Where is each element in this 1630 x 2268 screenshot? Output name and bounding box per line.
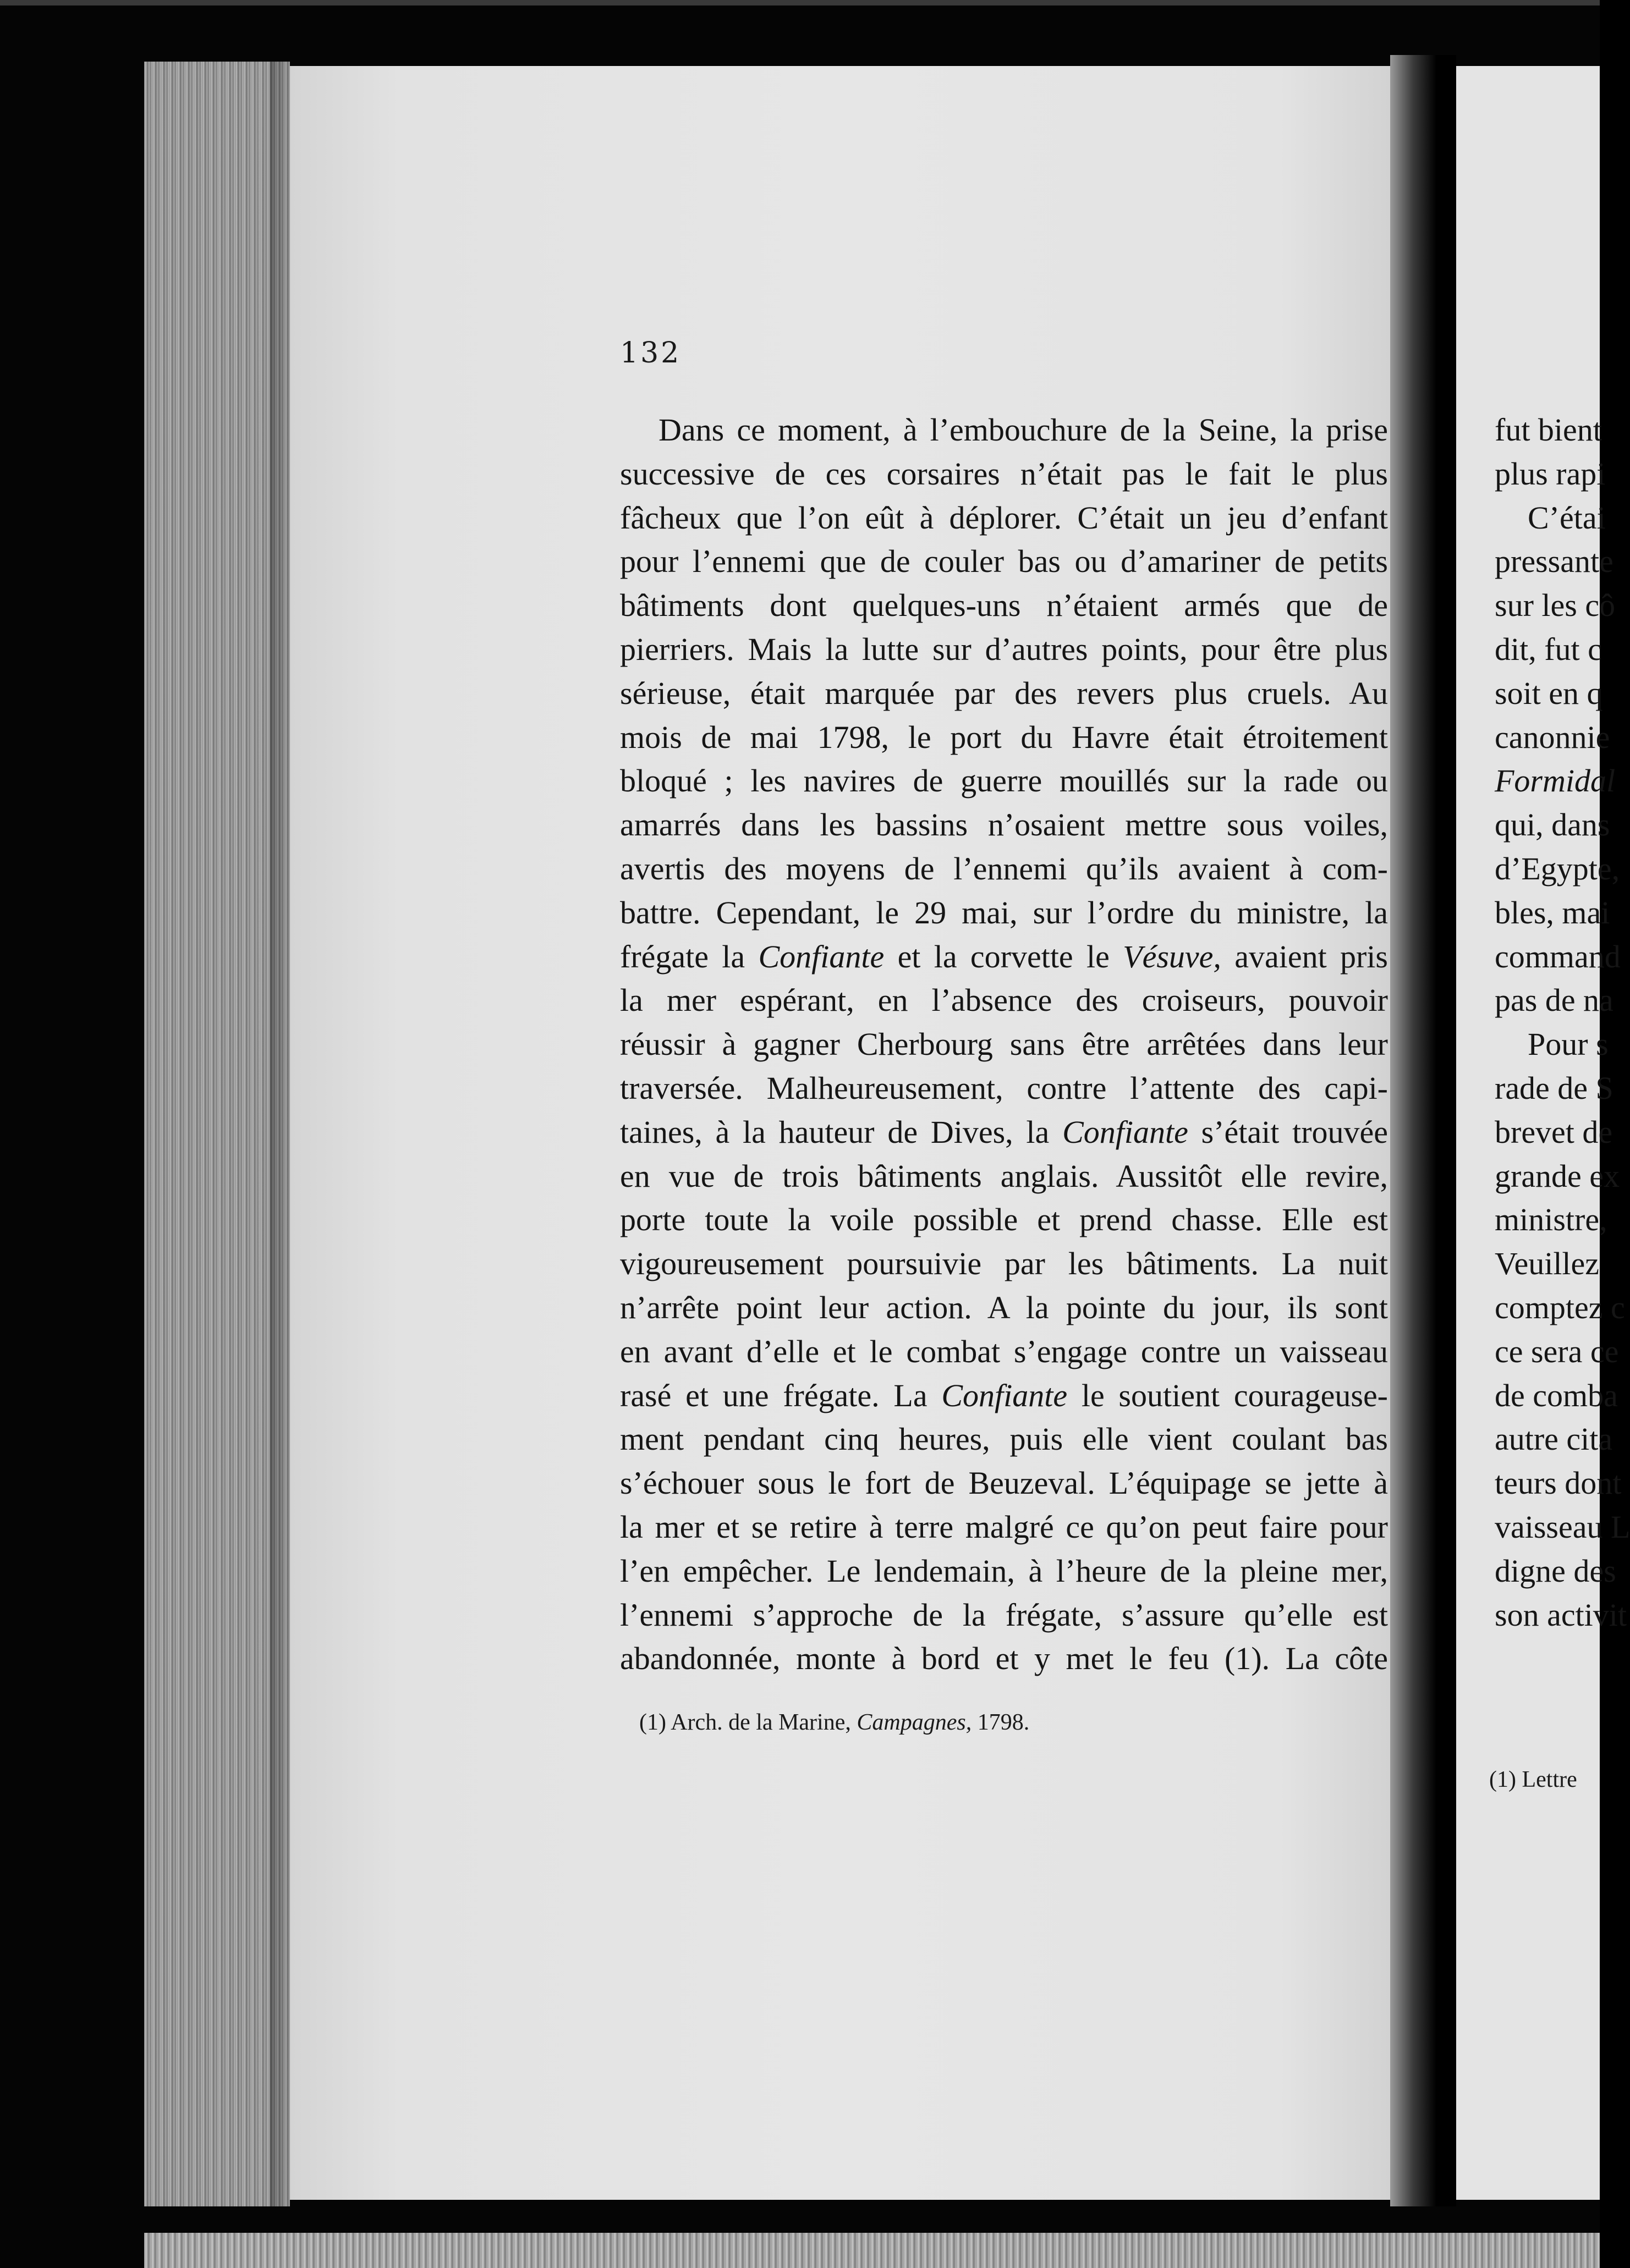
page-edge-shadow xyxy=(270,62,292,2206)
text-run: avaient pris xyxy=(1221,938,1388,975)
text-line: avertis des moyens de l’ennemi qu’ils avaient à com- xyxy=(620,850,1388,887)
text-line: pierriers. Mais la lutte sur d’autres points, pour être plus xyxy=(620,631,1388,667)
facing-page-footnote: (1) Lettre xyxy=(1489,1767,1577,1792)
ship-name: Confiante xyxy=(1062,1114,1188,1150)
footnote-text: (1) Arch. de la Marine, xyxy=(639,1710,857,1735)
text-line: fâcheux que l’on eût à déplorer. C’était un jeu d’enfant xyxy=(620,499,1388,536)
text-line: l’ennemi s’approche de la frégate, s’assure qu’elle est xyxy=(620,1597,1388,1633)
facing-text-line: Veuillez xyxy=(1495,1246,1600,1282)
facing-text-line: dit, fut c xyxy=(1495,631,1602,667)
text-run: frégate la xyxy=(620,938,759,975)
text-line xyxy=(620,1110,1388,1154)
text-run: rasé et une frégate. La xyxy=(620,1377,942,1413)
footnote-italic: Campagnes, xyxy=(857,1710,972,1735)
facing-text-line: soit en q xyxy=(1495,675,1603,711)
facing-text-line: pressante xyxy=(1495,543,1613,580)
text-line: l’en empêcher. Le lendemain, à l’heure de la pleine mer, xyxy=(620,1553,1388,1589)
text-line: en vue de trois bâtiments anglais. Aussitôt elle revire, xyxy=(620,1158,1388,1194)
facing-text-line: bles, mai xyxy=(1495,894,1610,931)
ship-name: Vésuve, xyxy=(1123,938,1221,975)
facing-text-line: brevet de xyxy=(1495,1114,1613,1150)
text-line: traversée. Malheureusement, contre l’attente des capi- xyxy=(620,1070,1388,1106)
page-block-edge xyxy=(144,62,290,2206)
facing-text-line: comptez c xyxy=(1495,1289,1625,1325)
text-line xyxy=(620,1374,1388,1418)
text-line: réussir à gagner Cherbourg sans être arrêtées dans leur xyxy=(620,1026,1388,1063)
text-line: Dans ce moment, à l’embouchure de la Seine, la prise xyxy=(658,412,1388,448)
text-line: bâtiments dont quelques-uns n’étaient armés que de xyxy=(620,587,1388,624)
text-line: sérieuse, était marquée par des revers plus cruels. Au xyxy=(620,675,1388,711)
facing-text-line: plus rapi xyxy=(1495,455,1606,492)
facing-text-line: fut bient xyxy=(1495,412,1602,448)
text-line: la mer et se retire à terre malgré ce qu’on peut faire pour xyxy=(620,1509,1388,1545)
text-line: en avant d’elle et le combat s’engage contre un vaisseau xyxy=(620,1333,1388,1369)
facing-text-line: pas de na xyxy=(1495,982,1613,1019)
facing-text-line: autre cita xyxy=(1495,1421,1613,1457)
text-line xyxy=(620,935,1388,979)
facing-text-line: de comba xyxy=(1495,1377,1618,1413)
text-line: la mer espérant, en l’absence des croiseurs, pouvoir xyxy=(620,982,1388,1019)
text-line: ment pendant cinq heures, puis elle vient coulant bas xyxy=(620,1421,1388,1457)
text-run: et la corvette le xyxy=(884,938,1123,975)
facing-text-line: ministre, xyxy=(1495,1202,1607,1238)
scan-border-bottom xyxy=(144,2206,1600,2233)
facing-text-line: Pour s xyxy=(1528,1026,1609,1063)
page-number: 132 xyxy=(620,337,682,370)
text-line: mois de mai 1798, le port du Havre était étroitement xyxy=(620,719,1388,755)
facing-text-line: rade de S xyxy=(1495,1070,1613,1106)
facing-text-line: ce sera ce xyxy=(1495,1333,1619,1369)
text-line: amarrés dans les bassins n’osaient mettre sous voiles, xyxy=(620,807,1388,843)
facing-text-line: teurs dont xyxy=(1495,1465,1622,1501)
text-run: s’était trouvée xyxy=(1188,1114,1388,1150)
next-page-edge xyxy=(144,2233,1600,2268)
text-line: successive de ces corsaires n’était pas le fait le plus xyxy=(620,455,1388,492)
text-line: s’échouer sous le fort de Beuzeval. L’équipage se jette à xyxy=(620,1465,1388,1501)
text-line: porte toute la voile possible et prend chasse. Elle est xyxy=(620,1202,1388,1238)
scan-border-top xyxy=(0,0,1600,5)
facing-text-line: sur les cô xyxy=(1495,587,1616,624)
text-line: n’arrête point leur action. A la pointe du jour, ils sont xyxy=(620,1289,1388,1325)
text-line: pour l’ennemi que de couler bas ou d’amariner de petits xyxy=(620,543,1388,580)
text-run: taines, à la hauteur de Dives, la xyxy=(620,1114,1063,1150)
text-line: battre. Cependant, le 29 mai, sur l’ordre du ministre, la xyxy=(620,894,1388,931)
book-gutter xyxy=(1390,55,1456,2211)
facing-text-line: grande ex xyxy=(1495,1158,1620,1194)
ship-name: Confiante xyxy=(758,938,885,975)
facing-text-line: Formidal xyxy=(1495,763,1616,799)
facing-text-line: digne des xyxy=(1495,1553,1616,1589)
facing-page xyxy=(1456,66,1630,2200)
facing-text-line: canonnie xyxy=(1495,719,1610,755)
facing-text-line: qui, dans xyxy=(1495,807,1610,843)
facing-text-line: vaisseau L xyxy=(1495,1509,1630,1545)
text-line: bloqué ; les navires de guerre mouillés sur la rade ou xyxy=(620,763,1388,799)
body-text xyxy=(620,408,1388,1681)
text-line: abandonnée, monte à bord et y met le feu (1). La côte xyxy=(620,1641,1388,1677)
text-line: vigoureusement poursuivie par les bâtiments. La nuit xyxy=(620,1246,1388,1282)
footnote-text: 1798. xyxy=(972,1710,1030,1735)
facing-text-line: d’Egypte, xyxy=(1495,850,1620,887)
facing-page-text xyxy=(1495,408,1630,1637)
facing-text-line: son activit xyxy=(1495,1597,1627,1633)
facing-text-line: command xyxy=(1495,938,1621,975)
footnote xyxy=(639,1709,1189,1736)
facing-text-line: C’étai xyxy=(1528,499,1606,536)
text-run: le soutient courageuse- xyxy=(1067,1377,1388,1413)
ship-name: Confiante xyxy=(941,1377,1068,1413)
